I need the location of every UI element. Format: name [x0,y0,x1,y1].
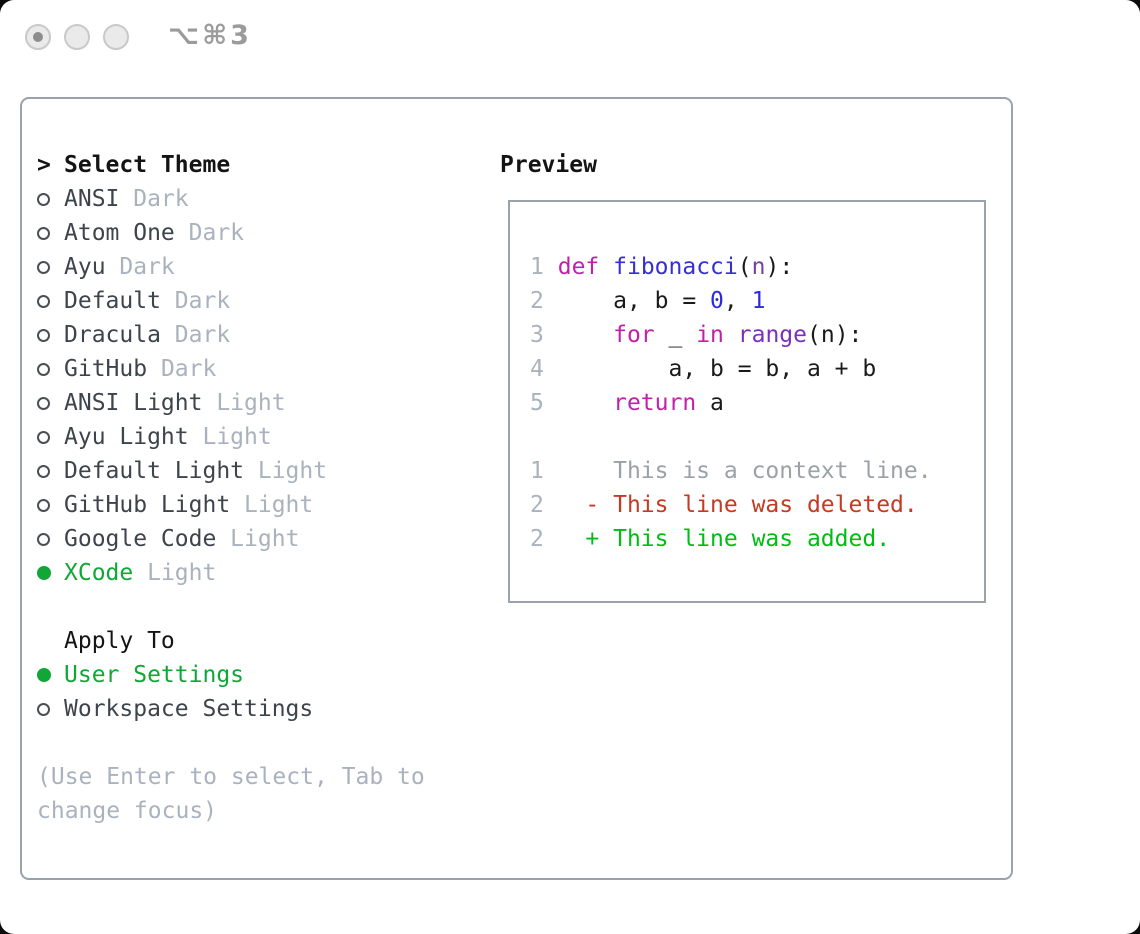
code-token: ): [765,254,794,280]
radio-icon [37,261,64,274]
code-token: for [613,322,655,348]
theme-item-ayu-light-light[interactable] [37,420,425,454]
code-token: 1 [751,288,766,314]
theme-name: ANSI [64,186,120,212]
code-token: _ [654,322,697,348]
theme-name: Atom One [64,220,175,246]
code-token: a [696,390,724,416]
radio-icon [37,193,64,206]
titlebar [0,0,1140,70]
theme-variant: Dark [174,220,245,246]
radio-icon [37,499,64,512]
line-number: 2 [530,492,544,518]
traffic-light-minimize-button[interactable] [64,24,90,50]
traffic-light-close-button[interactable] [25,24,51,50]
code-token: n [751,254,766,280]
theme-list [37,182,425,590]
theme-item-ansi-light-light[interactable] [37,386,425,420]
apply-option-label: Workspace Settings [64,696,314,722]
code-line [530,250,984,284]
code-line [530,386,984,420]
radio-icon [37,295,64,308]
code-token: 0 [710,288,724,314]
theme-name: Dracula [64,322,161,348]
code-line [530,352,984,386]
theme-name: Default Light [64,458,245,484]
radio-icon [37,703,64,716]
code-token: def [557,254,600,280]
theme-name: XCode [64,560,134,586]
help-line-2: change focus) [37,798,218,824]
apply-option-workspace-settings[interactable] [37,692,425,726]
code-token: a, b = b, a + b [543,356,877,382]
theme-name: GitHub Light [64,492,231,518]
theme-variant: Dark [160,322,231,348]
line-number: 3 [530,322,544,348]
select-theme-title: Select Theme [64,152,231,178]
code-token: - This line was deleted. [543,492,918,518]
line-number: 1 [530,254,544,280]
code-token [599,254,613,280]
code-token: , [723,288,752,314]
theme-item-default-dark[interactable] [37,284,425,318]
radio-icon [37,533,64,546]
radio-icon [37,329,64,342]
theme-item-atom-one-dark[interactable] [37,216,425,250]
help-text [37,760,425,828]
code-token: in [696,322,724,348]
preview-box [508,200,986,603]
code-line [530,420,984,454]
traffic-light-dot-icon [33,32,43,42]
code-line [530,488,984,522]
theme-variant: Dark [147,356,217,382]
line-number: 4 [530,356,544,382]
radio-icon [37,465,64,478]
theme-variant: Light [244,458,328,484]
apply-option-label: User Settings [64,662,245,688]
preview-code [530,250,984,556]
code-line [530,318,984,352]
radio-icon [37,397,64,410]
theme-item-xcode-light[interactable] [37,556,425,590]
code-line [530,454,984,488]
code-token: fibonacci [613,254,738,280]
theme-item-github-dark[interactable] [37,352,425,386]
help-line-1: (Use Enter to select, Tab to [37,764,425,790]
theme-name: Default [64,288,161,314]
code-line [530,284,984,318]
theme-variant: Light [202,390,286,416]
theme-name: Google Code [64,526,217,552]
code-token: + This line was added. [543,526,891,552]
theme-item-default-light-light[interactable] [37,454,425,488]
radio-selected-icon [37,668,64,682]
theme-item-google-code-light[interactable] [37,522,425,556]
theme-item-dracula-dark[interactable] [37,318,425,352]
apply-to-header [37,624,425,658]
theme-variant: Light [216,526,300,552]
select-theme-header [37,148,425,182]
theme-variant: Light [230,492,314,518]
preview-title: Preview [500,152,597,178]
code-token: a, b = [543,288,711,314]
line-number: 2 [530,526,544,552]
theme-name: ANSI Light [64,390,203,416]
line-number: 5 [530,390,544,416]
line-number: 2 [530,288,544,314]
theme-name: Ayu [64,254,106,280]
theme-item-github-light-light[interactable] [37,488,425,522]
theme-variant: Dark [119,186,189,212]
theme-name: Ayu Light [64,424,189,450]
theme-item-ansi-dark[interactable] [37,182,425,216]
code-token: ( [737,254,752,280]
radio-icon [37,431,64,444]
code-token [544,390,613,416]
code-line [530,522,984,556]
prompt-icon: > [37,152,51,178]
code-token [544,322,613,348]
theme-variant: Dark [105,254,175,280]
theme-picker-panel [20,97,1013,880]
radio-selected-icon [37,566,64,580]
radio-icon [37,227,64,240]
apply-options [37,658,425,726]
theme-name: GitHub [64,356,148,382]
code-token: This is a context line. [543,458,932,484]
code-token: range [737,322,808,348]
radio-icon [37,363,64,376]
window-shortcut-label: ⌥⌘3 [168,20,252,51]
theme-item-ayu-dark[interactable] [37,250,425,284]
code-token: (n): [807,322,863,348]
traffic-light-zoom-button[interactable] [103,24,129,50]
theme-selector-column [37,148,425,828]
apply-to-title: Apply To [64,628,175,654]
theme-variant: Light [133,560,217,586]
apply-option-user-settings[interactable] [37,658,425,692]
code-token: return [613,390,697,416]
line-number: 1 [530,458,544,484]
code-token [724,322,738,348]
code-token [544,254,558,280]
theme-variant: Dark [160,288,231,314]
theme-variant: Light [188,424,272,450]
